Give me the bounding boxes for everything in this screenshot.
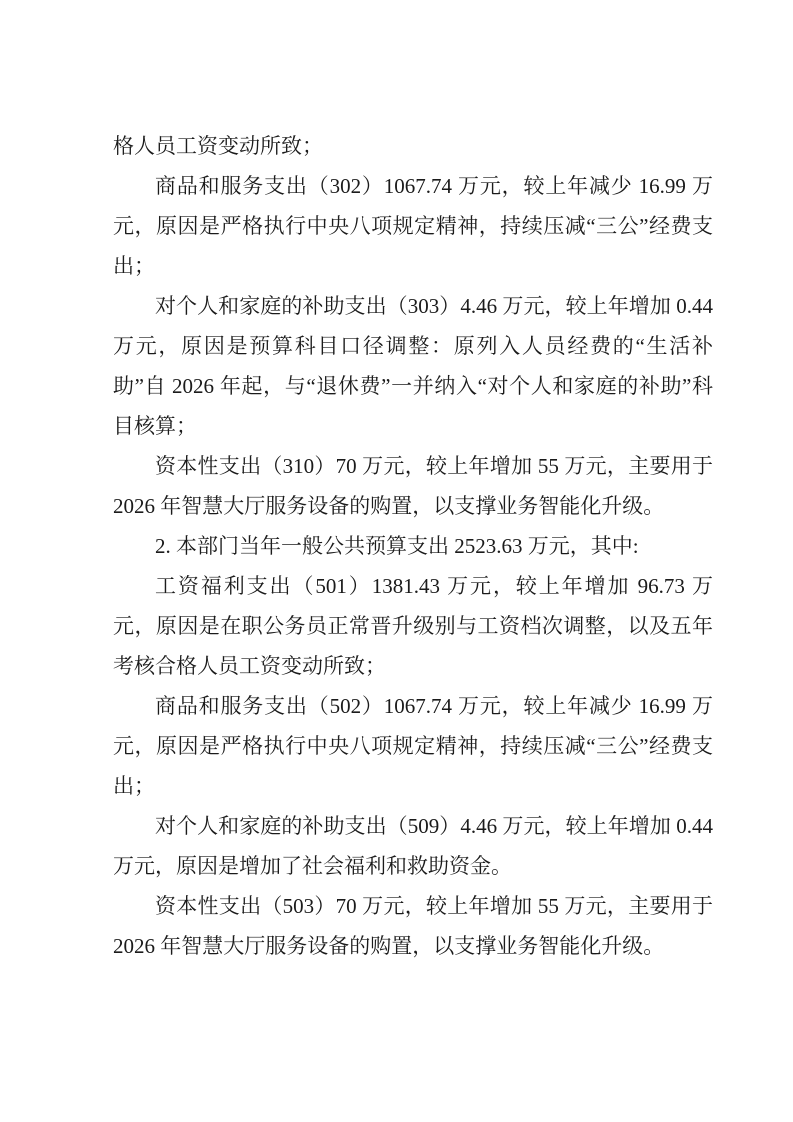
paragraph-goods-services-502: 商品和服务支出（502）1067.74 万元，较上年减少 16.99 万元，原因是严格执行中央八项规定精神，持续压减“三公”经费支出； bbox=[113, 694, 713, 798]
paragraph-general-public-budget-total: 2. 本部门当年一般公共预算支出 2523.63 万元，其中: bbox=[155, 534, 639, 558]
paragraph-capital-expenditure-503: 资本性支出（503）70 万元，较上年增加 55 万元，主要用于 2026 年智慧大厅服务设备的购置，以支撑业务智能化升级。 bbox=[113, 894, 713, 958]
paragraph-salary-change-continuation: 格人员工资变动所致； bbox=[113, 134, 323, 158]
paragraph-individual-family-subsidy-303: 对个人和家庭的补助支出（303）4.46 万元，较上年增加 0.44 万元，原因是预算科目口径调整：原列入人员经费的“生活补助”自 2026 年起，与“退休费”一并纳入“对个人和家庭的补助”科目核算； bbox=[113, 294, 713, 438]
paragraph-individual-family-subsidy-509: 对个人和家庭的补助支出（509）4.46 万元，较上年增加 0.44 万元，原因是增加了社会福利和救助资金。 bbox=[113, 814, 713, 878]
document-body bbox=[113, 126, 713, 966]
paragraph-capital-expenditure-310: 资本性支出（310）70 万元，较上年增加 55 万元，主要用于 2026 年智慧大厅服务设备的购置，以支撑业务智能化升级。 bbox=[113, 454, 713, 518]
paragraph-wage-welfare-501: 工资福利支出（501）1381.43 万元，较上年增加 96.73 万元，原因是在职公务员正常晋升级别与工资档次调整，以及五年考核合格人员工资变动所致； bbox=[113, 574, 713, 678]
paragraph-goods-services-302: 商品和服务支出（302）1067.74 万元，较上年减少 16.99 万元，原因是严格执行中央八项规定精神，持续压减“三公”经费支出； bbox=[113, 174, 713, 278]
